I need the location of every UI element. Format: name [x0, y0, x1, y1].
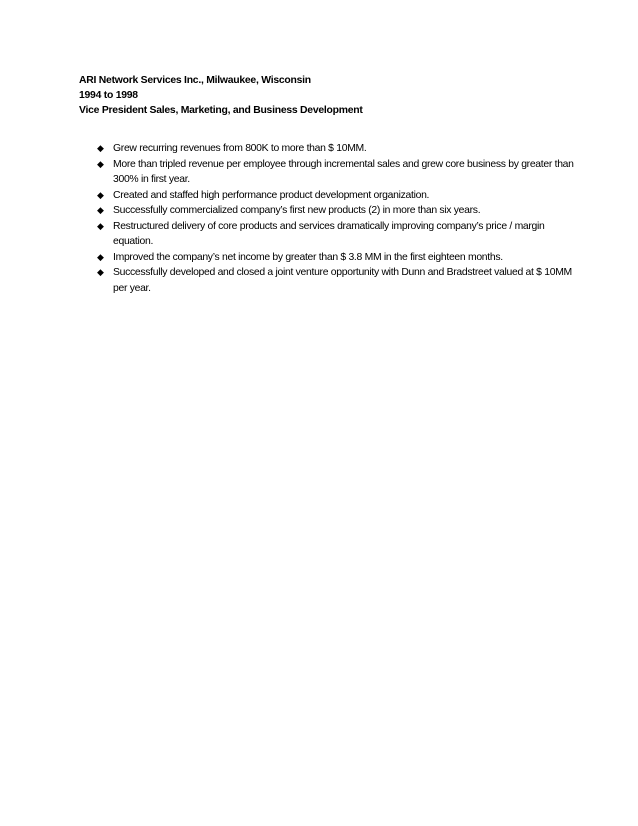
- diamond-icon: ◆: [97, 205, 104, 215]
- list-item: [97, 265, 577, 296]
- diamond-icon: ◆: [97, 220, 104, 231]
- bullet-text: Successfully developed and closed a joint venture opportunity with Dunn and Bradstreet valued at $ 10MM per year.: [113, 267, 572, 294]
- diamond-icon: ◆: [97, 189, 104, 200]
- diamond-icon: ◆: [97, 267, 104, 277]
- diamond-icon: ◆: [97, 251, 104, 262]
- list-item: [97, 157, 577, 188]
- bullet-text: Restructured delivery of core products and services dramatically improving company’s price / margin equation.: [113, 220, 545, 247]
- company-line: ARI Network Services Inc., Milwaukee, Wisconsin: [79, 75, 311, 86]
- list-item: [97, 203, 577, 219]
- list-item: [97, 219, 577, 250]
- bullet-text: Grew recurring revenues from 800K to more than $ 10MM.: [113, 143, 367, 154]
- role-line: Vice President Sales, Marketing, and Business Development: [79, 105, 363, 116]
- bullet-text: Improved the company’s net income by greater than $ 3.8 MM in the first eighteen months.: [113, 251, 503, 263]
- list-item: [97, 250, 577, 266]
- list-item: [97, 141, 577, 157]
- job-header: [79, 73, 579, 118]
- diamond-icon: ◆: [97, 143, 104, 153]
- bullet-text: More than tripled revenue per employee through incremental sales and grew core business by greater than 300% in first year.: [113, 158, 574, 185]
- diamond-icon: ◆: [97, 158, 104, 169]
- bullet-text: Successfully commercialized company’s first new products (2) in more than six years.: [113, 205, 481, 216]
- dates-line: 1994 to 1998: [79, 90, 138, 101]
- bullet-text: Created and staffed high performance product development organization.: [113, 189, 430, 201]
- achievements-list: [97, 141, 577, 296]
- list-item: [97, 188, 577, 204]
